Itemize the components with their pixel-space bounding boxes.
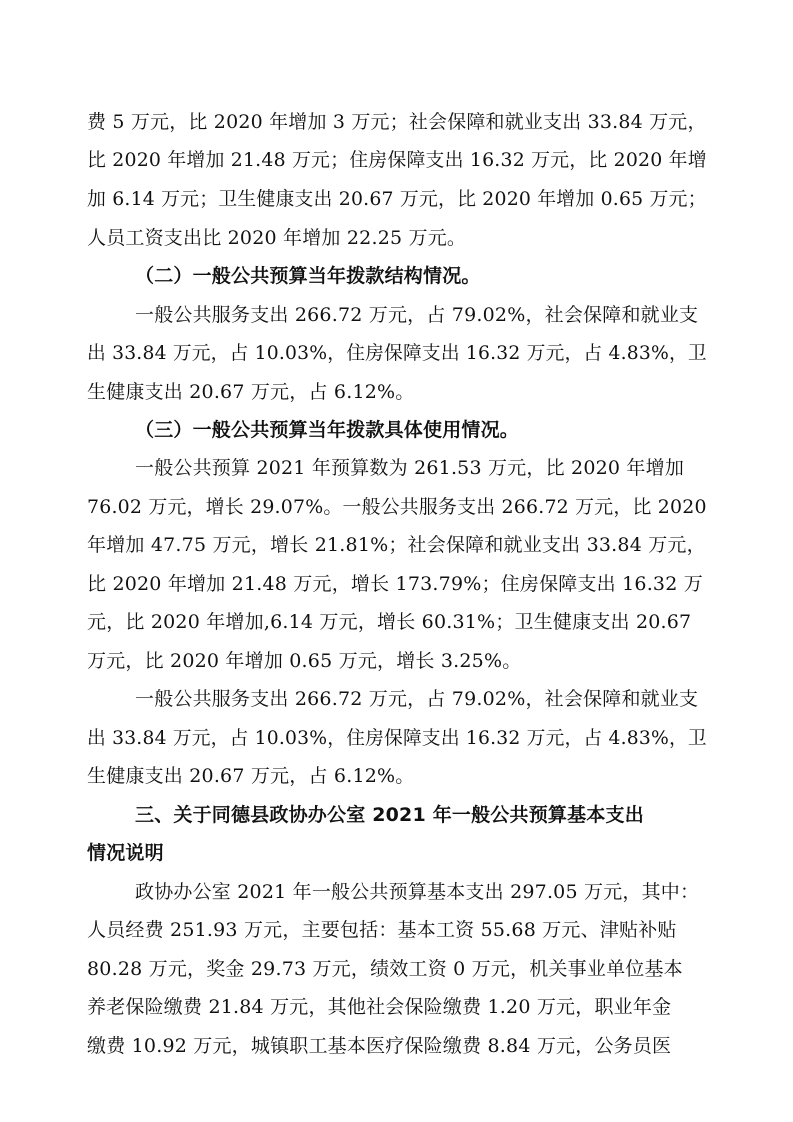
section-heading-continued: 情况说明 <box>87 842 164 864</box>
body-line: 一般公共预算 2021 年预算数为 261.53 万元，比 2020 年增加 <box>135 457 685 479</box>
body-line: 费 5 万元，比 2020 年增加 3 万元；社会保障和就业支出 33.84 万元， <box>87 111 707 133</box>
body-line: 人员工资支出比 2020 年增加 22.25 万元。 <box>87 227 467 249</box>
body-line: 政协办公室 2021 年一般公共预算基本支出 297.05 万元，其中： <box>135 881 700 903</box>
body-line: 加 6.14 万元；卫生健康支出 20.67 万元，比 2020 年增加 0.65 万元； <box>87 188 707 210</box>
body-line: 80.28 万元，奖金 29.73 万元，绩效工资 0 万元，机关事业单位基本 <box>87 958 683 980</box>
section-heading: （三）一般公共预算当年拨款具体使用情况。 <box>135 419 520 441</box>
body-line: 76.02 万元，增长 29.07%。一般公共服务支出 266.72 万元，比 2020 <box>87 496 707 518</box>
body-line: 元，比 2020 年增加,6.14 万元，增长 60.31%；卫生健康支出 20.67 <box>87 611 692 633</box>
body-line: 人员经费 251.93 万元，主要包括：基本工资 55.68 万元、津贴补贴 <box>87 919 677 941</box>
section-heading: 三、关于同德县政协办公室 2021 年一般公共预算基本支出 <box>135 804 644 826</box>
body-line: 出 33.84 万元，占 10.03%，住房保障支出 16.32 万元，占 4.83%，卫 <box>87 727 707 749</box>
body-line: 万元，比 2020 年增加 0.65 万元，增长 3.25%。 <box>87 650 522 672</box>
body-line: 比 2020 年增加 21.48 万元，增长 173.79%；住房保障支出 16.32 万 <box>87 573 703 595</box>
body-line: 一般公共服务支出 266.72 万元，占 79.02%，社会保障和就业支 <box>135 304 699 326</box>
body-line: 生健康支出 20.67 万元，占 6.12%。 <box>87 765 415 787</box>
body-line: 出 33.84 万元，占 10.03%，住房保障支出 16.32 万元，占 4.83%，卫 <box>87 342 707 364</box>
body-line: 一般公共服务支出 266.72 万元，占 79.02%，社会保障和就业支 <box>135 688 699 710</box>
body-line: 养老保险缴费 21.84 万元，其他社会保险缴费 1.20 万元，职业年金 <box>87 996 672 1018</box>
body-line: 缴费 10.92 万元，城镇职工基本医疗保险缴费 8.84 万元，公务员医 <box>87 1035 672 1057</box>
body-line: 生健康支出 20.67 万元，占 6.12%。 <box>87 381 415 403</box>
body-line: 年增加 47.75 万元，增长 21.81%；社会保障和就业支出 33.84 万元， <box>87 534 706 556</box>
body-line: 比 2020 年增加 21.48 万元；住房保障支出 16.32 万元，比 2020 年增 <box>87 149 707 171</box>
section-heading: （二）一般公共预算当年拨款结构情况。 <box>135 265 481 287</box>
